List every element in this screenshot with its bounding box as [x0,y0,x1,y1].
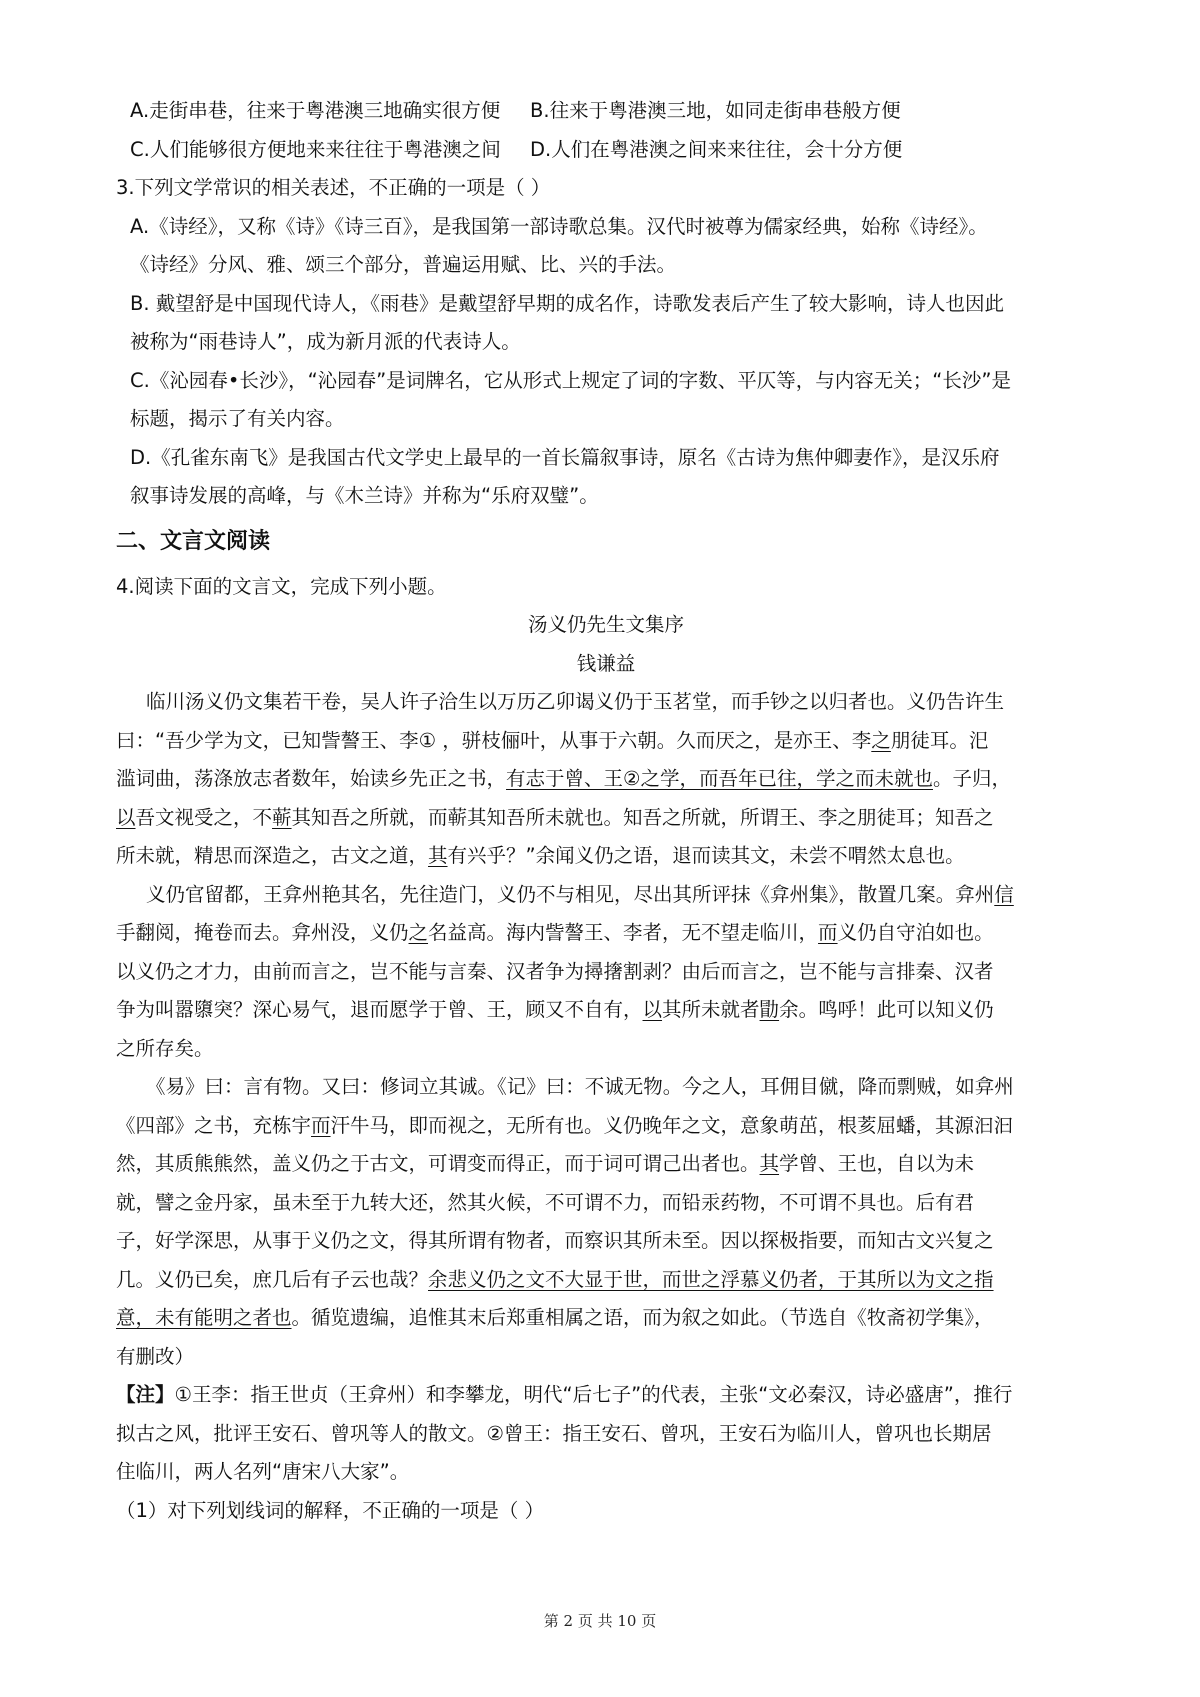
p3-line-2-text-a: 《四部》之书，充栋宇 [116,1113,312,1137]
p3-line-8: 有删改） [116,1344,195,1368]
q2-option-c: C.人们能够很方便地来来往往于粤港澳之间 [130,137,501,161]
p1-line-5 [116,837,1096,876]
q2-option-b: B.往来于粤港澳三地，如同走街串巷般方便 [530,99,901,122]
page-number: 第 2 页 共 10 页 [543,1612,657,1630]
p2-line-2 [116,914,1096,953]
p3-line-6 [116,1261,1096,1300]
p2-line-3: 以义仍之才力，由前而言之，岂不能与言秦、汉者争为撏撦割剥？由后而言之，岂不能与言排秦、汉者 [116,959,994,983]
note-line-2: 拟古之风，批评王安石、曾巩等人的散文。②曾王：指王安石、曾巩，王安石为临川人，曾巩也长期居 [116,1421,992,1445]
p2-line-4-text-b: 其所未就者 [662,998,760,1021]
p3-line-1: 《易》曰：言有物。又曰：修词立其诚。《记》曰：不诚无物。今之人，耳佣目僦，降而剽贼，如弇州 [146,1075,1014,1098]
q2-options-row-2 [116,131,1096,170]
p2-line-2-text-b: 名益高。海内訾謷王、李者，无不望走临川， [428,921,819,944]
q3-option-d-line-1: D.《孔雀东南飞》是我国古代文学史上最早的一首长篇叙事诗，原名《古诗为焦仲卿妻作》，是汉乐府 [130,445,1000,469]
p1-line-1: 临川汤义仍文集若干卷，吴人许子洽生以万历乙卯谒义仍于玉茗堂，而手钞之以归者也。义仍告许生 [146,690,1005,713]
passage-title: 汤义仍先生文集序 [527,613,684,636]
q2-option-d: D.人们在粤港澳之间来来往往，会十分方便 [530,137,903,161]
p3-line-7 [116,1299,1096,1338]
p1-line-3-text-a: 滥词曲，荡涤放志者数年，始读乡先正之书， [116,767,507,790]
page-content [116,92,1096,1530]
p3-line-3-text-b: 学曾、王也，自以为未 [779,1152,975,1175]
underlined-word: 而 [818,921,838,944]
q3-option-d-line-2: 叙事诗发展的高峰，与《木兰诗》并称为“乐府双璧”。 [130,484,599,507]
q3-option-b-line-1: B. 戴望舒是中国现代诗人，《雨巷》是戴望舒早期的成名作，诗歌发表后产生了较大影响，诗人也因此 [130,291,1005,315]
p2-line-4-text-c: 余。鸣呼！此可以知义仍 [779,998,994,1021]
underlined-word: 之 [871,728,891,752]
note-line-1 [116,1376,1096,1415]
underlined-word: 其 [428,844,448,867]
p3-line-7-text-a: 。循览遗编，追惟其末后郑重相属之语，而为叙之如此。（节选自《牧斋初学集》， [291,1306,994,1329]
underlined-sentence: 余悲义仍之文不大显于世，而世之浮慕义仍者，于其所以为文之指 [428,1267,994,1291]
p1-line-5-text-a: 所未就，精思而深造之，古文之道， [116,844,429,867]
p2-line-4 [116,991,1096,1030]
p1-line-3-text-b: 。子归， [933,767,1012,790]
q2-option-a: A.走街串巷，往来于粤港澳三地确实很方便 [130,99,501,122]
underlined-word: 而 [311,1113,331,1137]
underlined-word: 以 [642,998,663,1021]
p1-line-4-text-b: 其知吾之所就，而蕲其知吾所未就也。知吾之所就，所谓王、李之朋徒耳；知吾之 [291,805,994,829]
p1-line-2 [116,722,1096,761]
q3-option-b-line-2: 被称为“雨巷诗人”，成为新月派的代表诗人。 [130,330,521,353]
p1-line-4-text-a: 吾文视受之，不 [135,805,273,829]
q3-option-a-line-2: 《诗经》分风、雅、颂三个部分，普遍运用赋、比、兴的手法。 [130,253,677,276]
q3-option-c-line-1: C.《沁园春•长沙》，“沁园春”是词牌名，它从形式上规定了词的字数、平仄等，与内容无关；“长沙”是 [130,368,1011,392]
q2-options-row-1 [116,92,1096,131]
underlined-word: 之 [408,921,429,944]
underlined-word: 以 [116,805,136,829]
p2-line-1-text-a: 义仍官留都，王弇州艳其名，先往造门，义仍不与相见，尽出其所评抹《弇州集》，散置几案。弇州 [146,882,995,906]
underlined-word: 信 [994,882,1014,906]
p3-line-4: 就，譬之金丹家，虽未至于九转大还，然其火候，不可谓不力，而铅汞药物，不可谓不具也。后有君 [116,1190,975,1214]
q3-option-c-line-2: 标题，揭示了有关内容。 [130,407,345,430]
p3-line-5: 子，好学深思，从事于义仍之文，得其所谓有物者，而察识其所未至。因以探极指要，而知古文兴复之 [116,1229,994,1252]
underlined-word: 勖 [759,998,780,1021]
p1-line-4 [116,799,1096,838]
p1-line-3 [116,760,1096,799]
sub-question-1: （1）对下列划线词的解释，不正确的一项是（ ） [116,1498,545,1522]
p2-line-1 [116,876,1096,915]
p3-line-2-text-b: 汗牛马，即而视之，无所有也。义仍晚年之文，意象萌茁，根荄屈蟠，其源汩汩 [330,1113,1014,1137]
underlined-word: 蕲 [272,805,292,829]
p1-line-2-text-b: 朋徒耳。汜 [890,728,989,752]
note-line-1-text: ①王李：指王世贞（王弇州）和李攀龙，明代“后七子”的代表，主张“文必秦汉，诗必盛唐”，推行 [174,1383,1013,1406]
underlined-word: 其 [759,1152,780,1175]
q3-stem: 3.下列文学常识的相关表述，不正确的一项是（ ） [116,176,551,199]
p2-line-2-text-c: 义仍自守泊如也。 [837,921,994,944]
note-line-3: 住临川，两人名列“唐宋八大家”。 [116,1460,410,1483]
p2-line-5: 之所存矣。 [116,1036,214,1060]
p3-line-3 [116,1145,1096,1184]
p2-line-2-text-a: 手翻阅，掩卷而去。弇州没，义仍 [116,921,409,944]
p1-line-2-text-a: 曰：“吾少学为文，已知訾謷王、李① ，骈枝俪叶，从事于六朝。久而厌之，是亦王、李 [116,728,872,752]
underlined-sentence: 有志于曾、王②之学，而吾年已往，学之而未就也 [506,767,933,790]
p1-line-5-text-b: 有兴乎？”余闻义仍之语，退而读其文，未尝不喟然太息也。 [447,844,965,867]
underlined-sentence: 意，未有能明之者也 [116,1306,292,1329]
note-label: 【注】 [116,1383,175,1406]
q3-option-a-line-1: A.《诗经》，又称《诗》《诗三百》，是我国第一部诗歌总集。汉代时被尊为儒家经典，始称《诗经》。 [130,214,988,238]
passage-author: 钱谦益 [576,651,636,675]
p3-line-2 [116,1107,1096,1146]
p3-line-6-text-a: 几。义仍已矣，庶几后有子云也哉？ [116,1267,429,1291]
section-title: 二、文言文阅读 [116,528,271,554]
p3-line-3-text-a: 然，其质熊熊然，盖义仍之于古文，可谓变而得正，而于词可谓己出者也。 [116,1152,760,1175]
q4-stem: 4.阅读下面的文言文，完成下列小题。 [116,574,447,598]
p2-line-4-text-a: 争为叫嚣隳突？深心易气，退而愿学于曾、王，顾又不自有， [116,998,643,1021]
